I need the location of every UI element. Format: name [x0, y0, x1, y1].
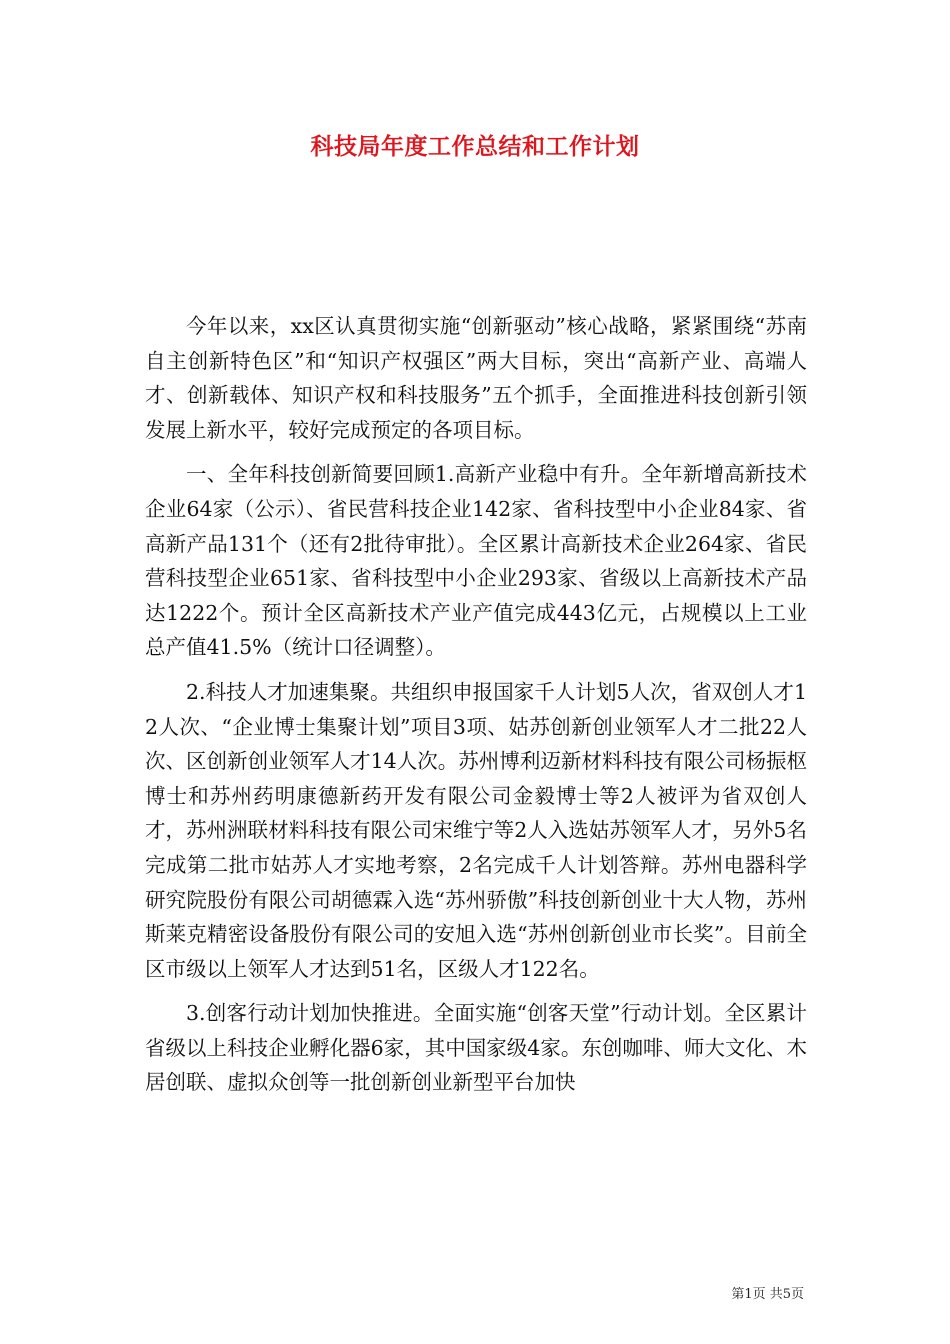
paragraph-maker-plan: 3.创客行动计划加快推进。全面实施“创客天堂”行动计划。全区累计省级以上科技企业孵化器6家，其中国家级4家。东创咖啡、师大文化、木居创联、虚拟众创等一批创新创业新型平台加快: [145, 1001, 807, 1095]
paragraph-intro: 今年以来，xx区认真贯彻实施“创新驱动”核心战略，紧紧围绕“苏南自主创新特色区”和“知识产权强区”两大目标，突出“高新产业、高端人才、创新载体、知识产权和科技服务”五个抓手，全面推进科技创新引领发展上新水平，较好完成预定的各项目标。: [145, 314, 807, 442]
paragraph-high-tech-industry: 一、全年科技创新简要回顾1.高新产业稳中有升。全年新增高新技术企业64家（公示）、省民营科技企业142家、省科技型中小企业84家、省高新产品131个（还有2批待审批）。全区累计高新技术企业264家、省民营科技型企业651家、省科技型中小企业293家、省级以上高新技术产品达1222个。预计全区高新技术产业产值完成443亿元，占规模以上工业总产值41.5%（统计口径调整）。: [145, 462, 807, 660]
document-body: [145, 309, 807, 1100]
document-title: 科技局年度工作总结和工作计划: [310, 133, 640, 160]
page-number-footer: 第1页 共5页: [731, 1287, 804, 1302]
paragraph-talent: 2.科技人才加速集聚。共组织申报国家千人计划5人次，省双创人才12人次、“企业博士集聚计划”项目3项、姑苏创新创业领军人才二批22人次、区创新创业领军人才14人次。苏州博利迈新材料科技有限公司杨振枢博士和苏州药明康德新药开发有限公司金毅博士等2人被评为省双创人才，苏州洲联材料科技有限公司宋维宁等2人入选姑苏领军人才，另外5名完成第二批市姑苏人才实地考察，2名完成千人计划答辩。苏州电器科学研究院股份有限公司胡德霖入选“苏州骄傲”科技创新创业十大人物，苏州斯莱克精密设备股份有限公司的安旭入选“苏州创新创业市长奖”。目前全区市级以上领军人才达到51名，区级人才122名。: [145, 679, 807, 981]
